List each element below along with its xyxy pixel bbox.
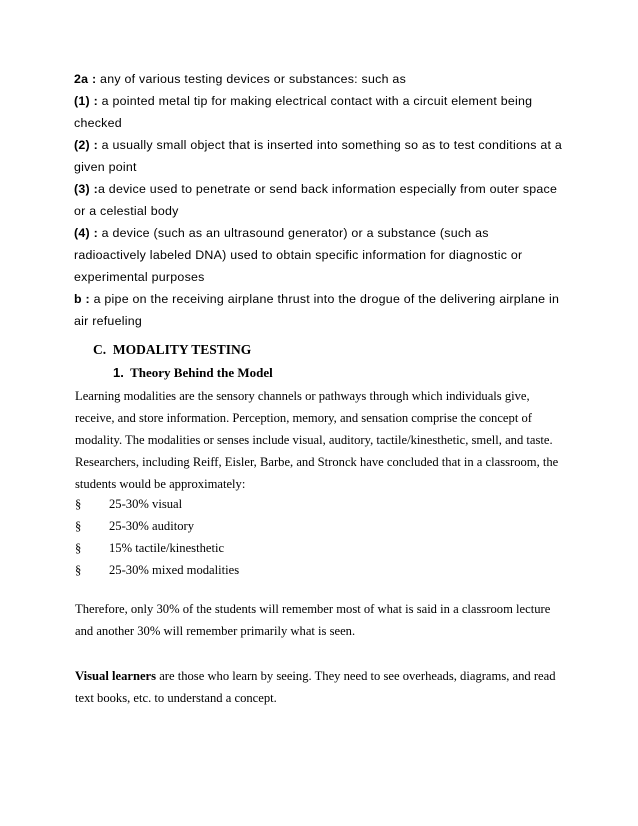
- term-visual-learners: Visual learners: [75, 669, 157, 683]
- definition-item-2: [74, 134, 564, 178]
- definition-text: a device used to penetrate or send back information especially from outer space or a celestial body: [74, 182, 558, 218]
- definition-2a: [74, 68, 564, 90]
- subheading-title: Theory Behind the Model: [123, 365, 273, 380]
- definition-label: (3) :: [74, 182, 98, 196]
- section-subheading: [113, 365, 273, 381]
- section-sign-icon: §: [75, 519, 82, 533]
- section-heading: C. MODALITY TESTING: [93, 342, 252, 357]
- definition-item-1: [74, 90, 564, 134]
- definition-label: (1) :: [74, 94, 98, 108]
- definition-item-4: [74, 222, 564, 288]
- paragraph-retention: [75, 598, 565, 642]
- paragraph-learning-modalities: [75, 385, 565, 495]
- definition-text: a usually small object that is inserted into something so as to test conditions at a given point: [74, 138, 563, 174]
- list-item-text: 15% tactile/kinesthetic: [109, 541, 225, 555]
- definition-text: a device (such as an ultrasound generator) or a substance (such as radioactively labeled DNA) used to obtain specific information for diagnostic or experimental purposes: [74, 226, 523, 284]
- section-sign-icon: §: [75, 497, 82, 511]
- definition-label: (4) :: [74, 226, 98, 240]
- definition-label: (2) :: [74, 138, 98, 152]
- list-item-text: 25-30% mixed modalities: [109, 563, 240, 577]
- paragraph-text: are those who learn by seeing. They need to see overheads, diagrams, and read text books, etc. to understand a concept.: [75, 669, 556, 705]
- definition-text: a pointed metal tip for making electrical contact with a circuit element being checked: [74, 94, 533, 130]
- definition-text: a pipe on the receiving airplane thrust into the drogue of the delivering airplane in air refueling: [74, 292, 560, 328]
- definition-item-b: [74, 288, 564, 332]
- definition-item-3: [74, 178, 564, 222]
- definition-label: b :: [74, 292, 90, 306]
- paragraph-text: Learning modalities are the sensory channels or pathways through which individuals give, receive, and store information. Perception, memory, and sensation comprise the concept of modality. The modalities or senses include visual, auditory, tactile/kinesthetic, smell, and taste. Researchers, including Reiff, Eisler, Barbe, and Stronck have concluded that in a classroom, the students would be approximately:: [75, 389, 559, 491]
- paragraph-visual-learners: [75, 665, 565, 709]
- list-item-text: 25-30% auditory: [109, 519, 194, 533]
- definition-list: [74, 68, 564, 332]
- section-sign-icon: §: [75, 563, 82, 577]
- definition-text: any of various testing devices or substances: such as: [96, 72, 407, 86]
- paragraph-text: Therefore, only 30% of the students will remember most of what is said in a classroom lecture and another 30% will remember primarily what is seen.: [75, 602, 551, 638]
- list-item-text: 25-30% visual: [109, 497, 183, 511]
- paragraph-content: [75, 665, 565, 709]
- section-sign-icon: §: [75, 541, 82, 555]
- subheading-number: 1.: [113, 365, 124, 380]
- definition-label: 2a :: [74, 72, 97, 86]
